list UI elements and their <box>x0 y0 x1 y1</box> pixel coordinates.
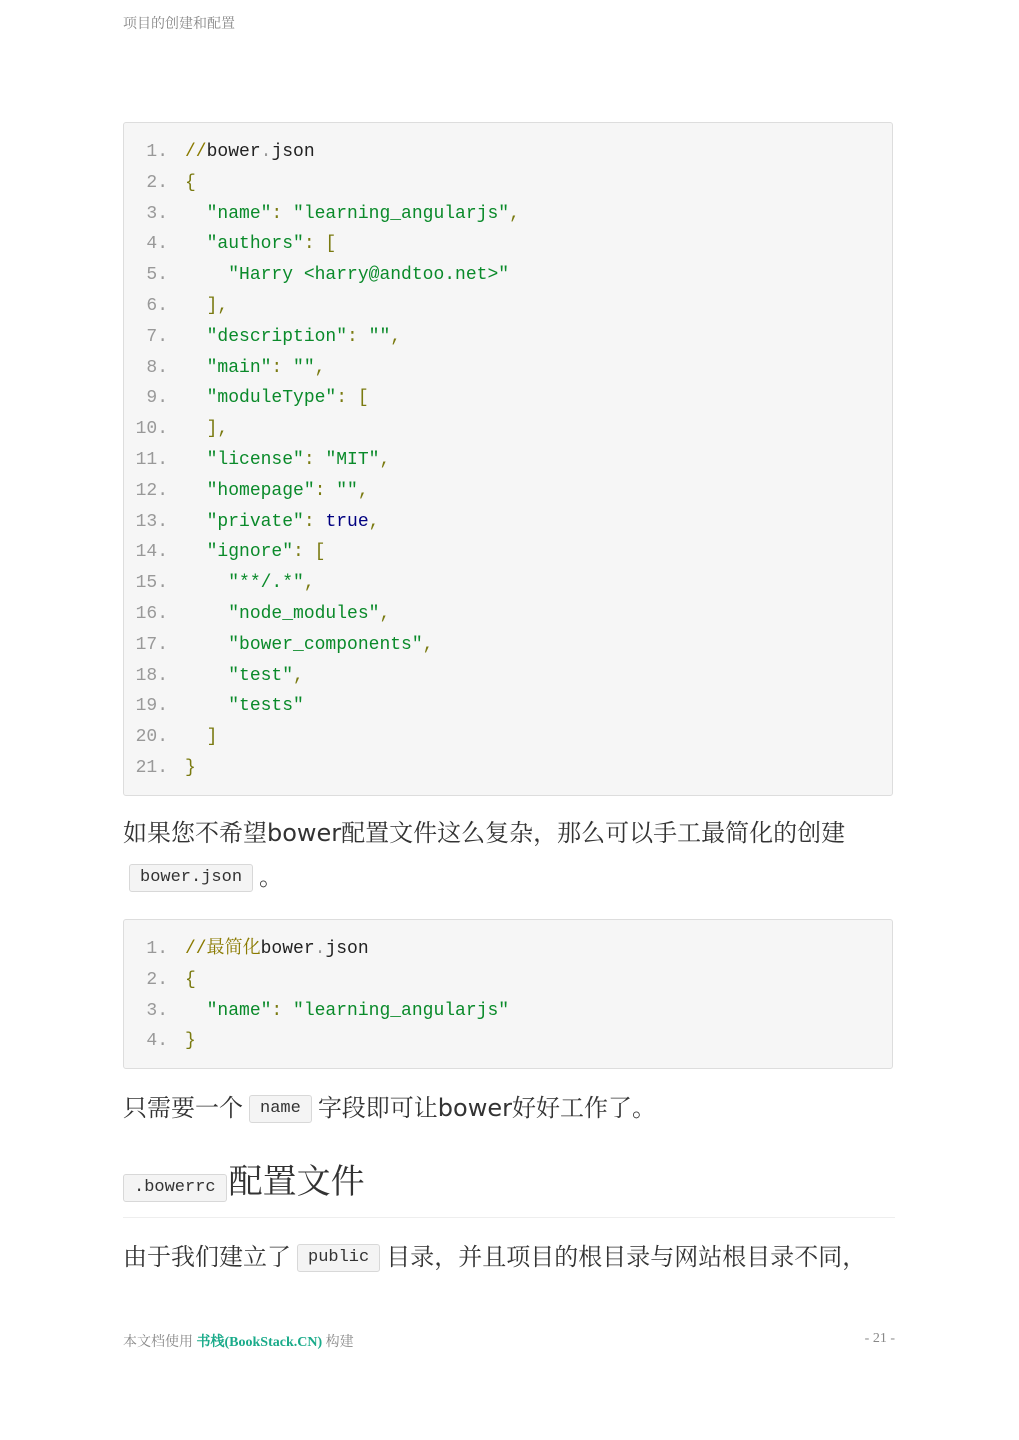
line-number: 14. <box>135 542 168 563</box>
code-token <box>185 388 207 408</box>
code-token: ] <box>206 727 218 748</box>
inline-code-bower-json: bower.json <box>129 864 253 892</box>
code-line <box>124 353 892 384</box>
code-token: , <box>303 573 315 594</box>
code-token: : [ <box>336 388 369 409</box>
line-number: 1. <box>146 939 168 959</box>
code-line <box>124 934 892 965</box>
code-token: , <box>422 634 434 655</box>
page-number: - 21 - <box>864 1331 895 1346</box>
line-number: 21. <box>135 757 168 778</box>
footer-prefix: 本文档使用 <box>123 1335 193 1350</box>
code-line <box>124 722 892 753</box>
code-line <box>124 753 892 784</box>
code-line <box>124 507 892 538</box>
line-number: 4. <box>146 1031 168 1052</box>
code-token <box>185 542 207 562</box>
code-token <box>185 573 228 593</box>
code-line <box>124 260 892 291</box>
code-token: , <box>357 480 369 501</box>
code-token: } <box>185 757 196 778</box>
code-token <box>185 265 228 285</box>
code-line <box>124 630 892 661</box>
code-token: . <box>260 142 272 162</box>
code-token <box>185 204 207 224</box>
code-token: ], <box>206 295 229 316</box>
code-token: "authors" <box>206 234 304 255</box>
line-number: 19. <box>135 696 168 717</box>
code-token: "license" <box>206 449 304 470</box>
paragraph-text: 如果您不希望bower配置文件这么复杂，那么可以手工最简化的创建 <box>123 819 846 847</box>
line-number: 10. <box>135 419 168 440</box>
paragraph-public-dir <box>123 1235 903 1279</box>
paragraph-minimal-config <box>123 811 903 899</box>
code-token: "ignore" <box>206 542 294 563</box>
code-token: "" <box>368 326 391 347</box>
code-token: , <box>314 357 326 378</box>
code-token: , <box>390 326 402 347</box>
code-token: : <box>347 326 369 347</box>
code-token: json <box>271 142 315 162</box>
line-number: 20. <box>135 727 168 748</box>
inline-code-bowerrc: .bowerrc <box>123 1174 227 1202</box>
code-token: , <box>368 511 380 532</box>
code-token: , <box>379 449 391 470</box>
code-line <box>124 137 892 168</box>
code-token <box>185 419 207 439</box>
code-line <box>124 476 892 507</box>
code-token: : <box>271 357 294 378</box>
code-token <box>185 666 228 686</box>
code-token: bower <box>260 939 315 959</box>
paragraph-name-field <box>123 1086 903 1130</box>
line-number: 4. <box>146 234 168 255</box>
code-token: "bower_components" <box>228 634 423 655</box>
code-line <box>124 445 892 476</box>
code-token: , <box>293 665 304 686</box>
code-token: "" <box>293 357 315 378</box>
paragraph-text: 只需要一个 <box>123 1094 243 1122</box>
code-token: : <box>303 449 326 470</box>
code-line <box>124 661 892 692</box>
code-token <box>185 512 207 532</box>
code-token: : <box>271 1000 294 1021</box>
code-block-bower-json <box>123 122 893 796</box>
code-token: json <box>325 939 369 959</box>
code-token: bower <box>206 142 261 162</box>
code-token: "tests" <box>228 696 304 717</box>
page-header-title: 项目的创建和配置 <box>123 17 235 32</box>
code-token <box>185 696 228 716</box>
code-token: , <box>509 203 520 224</box>
line-number: 11. <box>135 449 168 470</box>
code-line <box>124 691 892 722</box>
line-number: 8. <box>146 357 168 378</box>
code-token: . <box>314 939 326 959</box>
code-token: "**/.*" <box>228 573 304 594</box>
code-token: "learning_angularjs" <box>293 1000 510 1021</box>
code-line <box>124 568 892 599</box>
line-number: 15. <box>135 573 168 594</box>
code-token: // <box>185 142 207 162</box>
code-token <box>185 635 228 655</box>
code-token <box>185 358 207 378</box>
code-token: "Harry <harry@andtoo.net>" <box>228 265 510 286</box>
code-token: } <box>185 1031 196 1052</box>
line-number: 2. <box>146 172 168 193</box>
code-token <box>185 327 207 347</box>
code-token: "" <box>336 480 358 501</box>
code-token: : [ <box>293 542 326 563</box>
code-token: { <box>185 172 196 193</box>
line-number: 6. <box>146 295 168 316</box>
paragraph-text: 目录，并且项目的根目录与网站根目录不同， <box>386 1243 867 1271</box>
code-line <box>124 599 892 630</box>
inline-code-public: public <box>297 1244 380 1272</box>
code-token: "main" <box>206 357 272 378</box>
section-heading-text: 配置文件 <box>228 1162 365 1202</box>
section-heading-bowerrc <box>123 1156 895 1218</box>
code-token: "learning_angularjs" <box>293 203 510 224</box>
code-token: : <box>271 203 294 224</box>
code-line <box>124 1026 892 1057</box>
line-number: 7. <box>146 326 168 347</box>
code-token <box>185 234 207 254</box>
line-number: 9. <box>146 388 168 409</box>
line-number: 1. <box>146 142 168 162</box>
code-token <box>185 481 207 501</box>
line-number: 12. <box>135 480 168 501</box>
code-token <box>185 727 207 747</box>
code-line <box>124 537 892 568</box>
code-token <box>185 604 228 624</box>
code-line <box>124 965 892 996</box>
code-token: "node_modules" <box>228 603 380 624</box>
code-line <box>124 229 892 260</box>
code-token <box>185 1001 207 1021</box>
code-token: "moduleType" <box>206 388 337 409</box>
line-number: 13. <box>135 511 168 532</box>
code-token: //最简化 <box>185 939 261 959</box>
line-number: 3. <box>146 1000 168 1021</box>
line-number: 2. <box>146 969 168 990</box>
code-line <box>124 291 892 322</box>
footer-credit <box>123 1331 354 1351</box>
line-number: 16. <box>135 603 168 624</box>
code-token: ], <box>206 419 229 440</box>
footer-suffix: 构建 <box>325 1335 354 1350</box>
code-token: "name" <box>206 203 272 224</box>
code-token: : <box>303 511 326 532</box>
code-token: , <box>379 603 391 624</box>
code-block-minimal-bower-json <box>123 919 893 1069</box>
code-token: "test" <box>228 665 294 686</box>
code-line <box>124 414 892 445</box>
line-number: 3. <box>146 203 168 224</box>
footer-bookstack-link[interactable]: 书栈(BookStack.CN) <box>196 1335 323 1350</box>
code-token: "MIT" <box>325 449 380 470</box>
code-token: : [ <box>303 234 337 255</box>
paragraph-text: 由于我们建立了 <box>123 1243 291 1271</box>
code-line <box>124 383 892 414</box>
inline-code-name: name <box>249 1095 312 1123</box>
code-token: "homepage" <box>206 480 315 501</box>
line-number: 5. <box>146 265 168 286</box>
code-token: { <box>185 969 196 990</box>
code-line <box>124 322 892 353</box>
paragraph-text: 字段即可让bower好好工作了。 <box>317 1094 656 1122</box>
code-token: "description" <box>206 326 348 347</box>
line-number: 18. <box>135 665 168 686</box>
code-line <box>124 199 892 230</box>
code-line <box>124 168 892 199</box>
code-token: true <box>325 511 369 532</box>
code-token <box>185 296 207 316</box>
code-token <box>185 450 207 470</box>
code-line <box>124 996 892 1027</box>
line-number: 17. <box>135 634 168 655</box>
code-token: : <box>314 480 337 501</box>
code-token: "name" <box>206 1000 272 1021</box>
code-token: "private" <box>206 511 304 532</box>
paragraph-text: 。 <box>259 863 284 891</box>
